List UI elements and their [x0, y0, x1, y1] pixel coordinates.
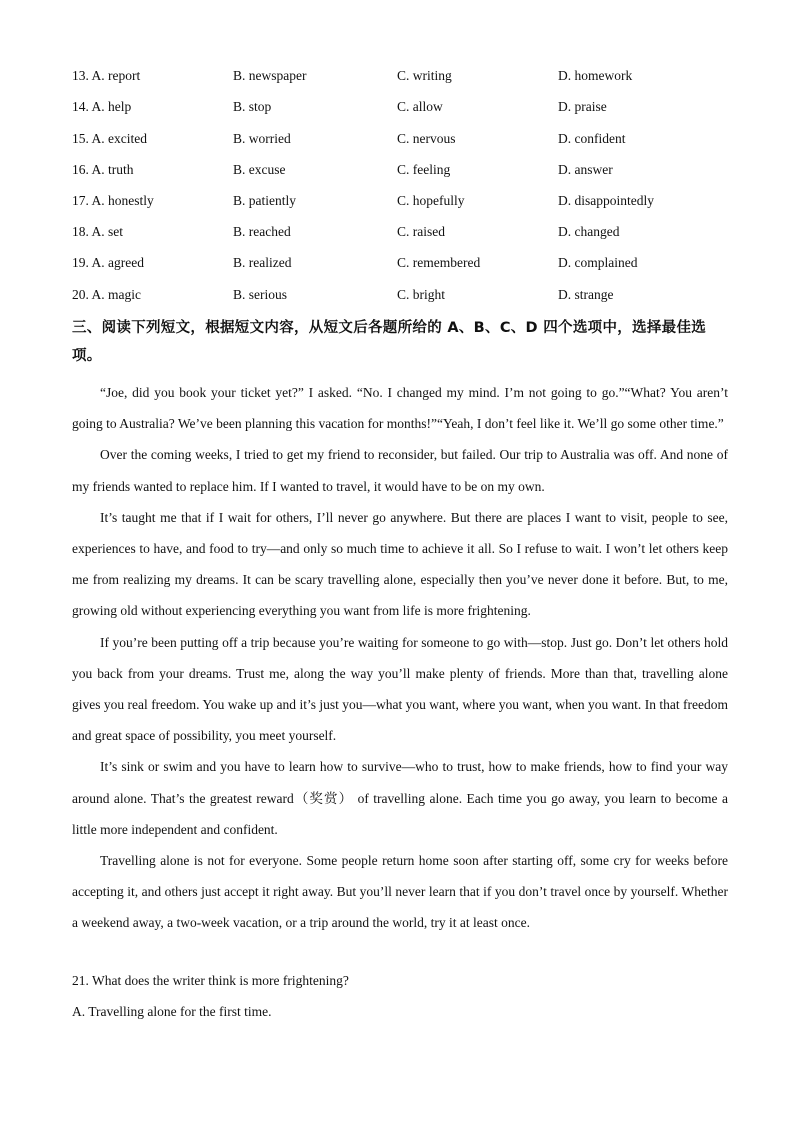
option-a: 16. A. truth — [72, 162, 134, 177]
passage-paragraph: It’s taught me that if I wait for others, I’ll never go anywhere. But there are places I want to visit, people to see, experiences to have, and food to try—and only so much time to achieve it all. So I refuse to wait. I won’t let others keep me from realizing my dreams. It can be scary travelling alone, especially then you’ve never done it before. But, to me, growing old without experiencing everything you want from life is more frightening. — [72, 509, 728, 619]
option-row-20 — [0, 285, 794, 305]
option-c: C. feeling — [397, 162, 451, 177]
option-a: 18. A. set — [72, 224, 124, 239]
option-row-13 — [0, 66, 794, 86]
option-row-17 — [0, 191, 794, 211]
option-row-15 — [0, 129, 794, 149]
option-a: 13. A. report — [72, 68, 141, 83]
option-b: B. newspaper — [233, 68, 307, 83]
option-b: B. excuse — [233, 162, 286, 177]
option-a: 17. A. honestly — [72, 193, 154, 208]
option-a: 15. A. excited — [72, 131, 147, 146]
option-d: D. disappointedly — [558, 193, 654, 208]
option-c: C. allow — [397, 99, 443, 114]
option-c: C. raised — [397, 224, 445, 239]
option-d: D. answer — [558, 162, 613, 177]
option-b: B. worried — [233, 131, 291, 146]
option-d: D. confident — [558, 131, 626, 146]
option-row-16 — [0, 160, 794, 180]
passage-paragraph: It’s sink or swim and you have to learn how to survive—who to trust, how to make friends, how to find your way around alone. That’s the greatest reward（奖赏） of travelling alone. Each time you go away, you learn to become a little more independent and confident. — [72, 759, 728, 837]
option-row-14 — [0, 97, 794, 117]
option-c: C. remembered — [397, 255, 481, 270]
option-row-19 — [0, 253, 794, 273]
option-c: C. hopefully — [397, 193, 465, 208]
passage-paragraph: Travelling alone is not for everyone. Some people return home soon after starting off, some cry for weeks before accepting it, and others just accept it right away. But you’ll never learn that if you don’t travel once by yourself. Whether a weekend away, a two-week vacation, or a trip around the world, try it at least once. — [72, 853, 728, 931]
option-a: 20. A. magic — [72, 287, 141, 302]
passage-paragraph: “Joe, did you book your ticket yet?” I asked. “No. I changed my mind. I’m not going to go.”“What? You aren’t going to Australia? We’ve been planning this vacation for months!”“Yeah, I don’t feel like it. We’ll go some other time.” — [72, 385, 728, 432]
passage-paragraph: Over the coming weeks, I tried to get my friend to reconsider, but failed. Our trip to Australia was off. And none of my friends wanted to replace him. If I wanted to travel, it would have to be on my own. — [72, 447, 728, 494]
option-d: D. changed — [558, 224, 620, 239]
option-c: C. bright — [397, 287, 446, 302]
option-d: D. strange — [558, 287, 614, 302]
reading-passage — [72, 377, 728, 939]
passage-paragraph: If you’re been putting off a trip because you’re waiting for someone to go with—stop. Just go. Don’t let others hold you back from your dreams. Trust me, along the way you’ll make plenty of friends. More than that, travelling alone gives you real freedom. You wake up and it’s just you—what you want, where you want, when you want. In that freedom and great space of possibility, you meet yourself. — [72, 634, 728, 744]
option-b: B. serious — [233, 287, 287, 302]
option-b: B. stop — [233, 99, 272, 114]
section-heading: 三、阅读下列短文，根据短文内容，从短文后各题所给的 A、B、C、D 四个选项中，选择最佳选项。 — [72, 320, 707, 364]
option-a: 19. A. agreed — [72, 255, 144, 270]
option-b: B. reached — [233, 224, 291, 239]
option-d: D. complained — [558, 255, 638, 270]
option-c: C. writing — [397, 68, 452, 83]
option-d: D. praise — [558, 99, 607, 114]
option-d: D. homework — [558, 68, 633, 83]
question-stem: 21. What does the writer think is more frightening? — [72, 973, 349, 988]
option-a: 14. A. help — [72, 99, 132, 114]
question-option-a: A. Travelling alone for the first time. — [72, 1004, 272, 1019]
option-c: C. nervous — [397, 131, 456, 146]
option-b: B. realized — [233, 255, 292, 270]
option-b: B. patiently — [233, 193, 296, 208]
option-row-18 — [0, 222, 794, 242]
